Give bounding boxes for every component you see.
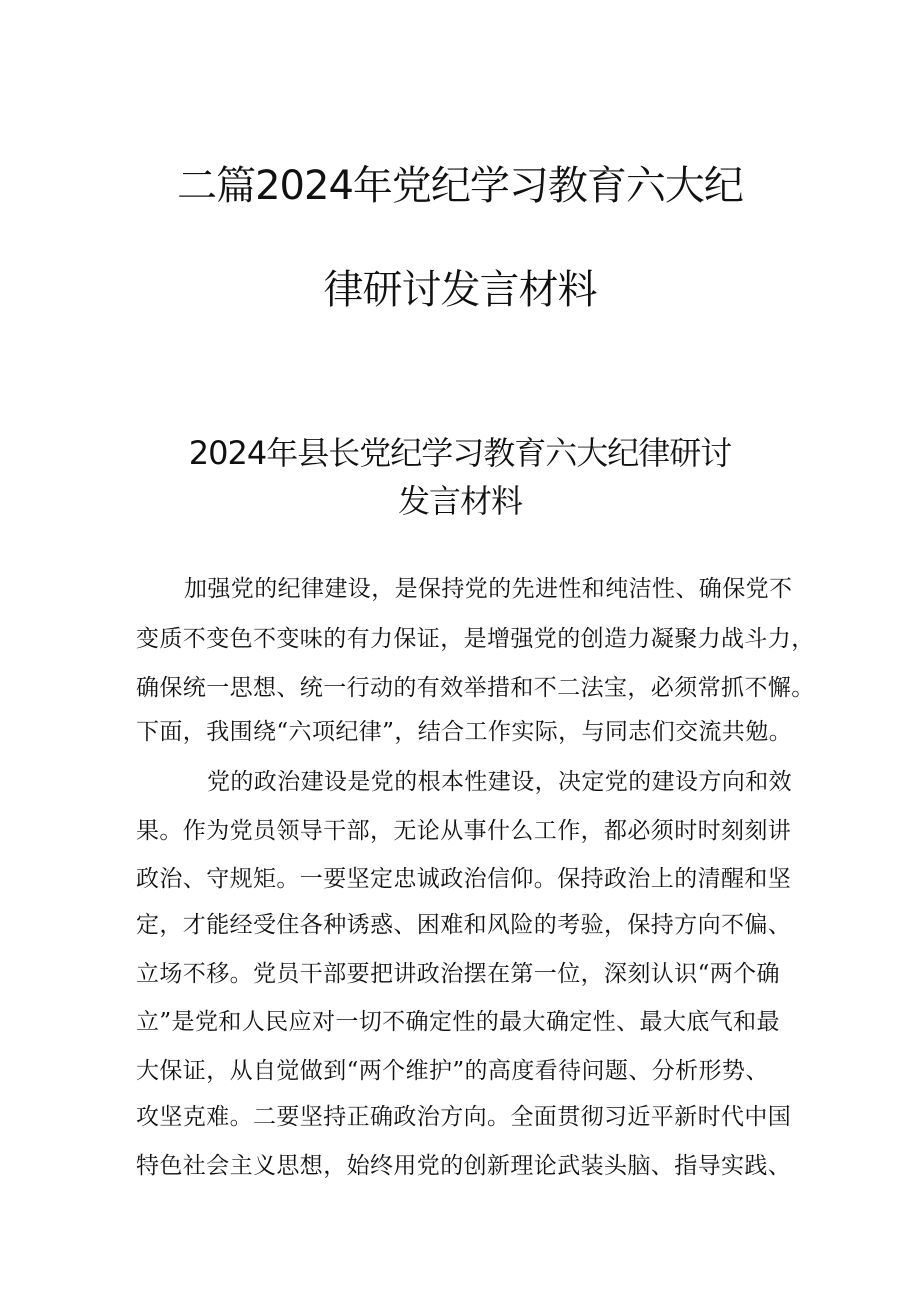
body-line: 特色社会主义思想，始终用党的创新理论武装头脑、指导实践、 bbox=[136, 1153, 792, 1179]
body-line: 下面，我围绕“六项纪律”，结合工作实际，与同志们交流共勉。 bbox=[136, 719, 793, 745]
body-line: 大保证，从自觉做到“两个维护”的高度看待问题、分析形势、 bbox=[136, 1058, 769, 1084]
body-line: 立场不移。党员干部要把讲政治摆在第一位，深刻认识“两个确 bbox=[136, 961, 780, 987]
section-title-line-1: 2024年县长党纪学习教育六大纪律研讨 bbox=[188, 434, 732, 472]
body-line: 定，才能经受住各种诱惑、困难和风险的考验，保持方向不偏、 bbox=[136, 912, 792, 938]
body-line: 变质不变色不变味的有力保证，是增强党的创造力凝聚力战斗力， bbox=[136, 626, 815, 652]
body-line: 果。作为党员领导干部，无论从事什么工作，都必须时时刻刻讲 bbox=[136, 818, 792, 844]
body-line: 党的政治建设是党的根本性建设，决定党的建设方向和效 bbox=[207, 769, 792, 795]
body-line: 政治、守规矩。一要坚定忠诚政治信仰。保持政治上的清醒和坚 bbox=[136, 866, 792, 892]
body-line: 立”是党和人民应对一切不确定性的最大确定性、最大底气和最 bbox=[136, 1009, 780, 1035]
body-line: 确保统一思想、统一行动的有效举措和不二法宝，必须常抓不懈。 bbox=[136, 675, 815, 701]
body-line: 攻坚克难。二要坚持正确政治方向。全面贯彻习近平新时代中国 bbox=[136, 1104, 792, 1130]
document-title-line-1: 二篇2024年党纪学习教育六大纪 bbox=[177, 163, 743, 209]
body-line: 加强党的纪律建设，是保持党的先进性和纯洁性、确保党不 bbox=[184, 576, 793, 602]
document-title-line-2: 律研讨发言材料 bbox=[323, 267, 597, 313]
section-title-line-2: 发言材料 bbox=[397, 482, 522, 520]
